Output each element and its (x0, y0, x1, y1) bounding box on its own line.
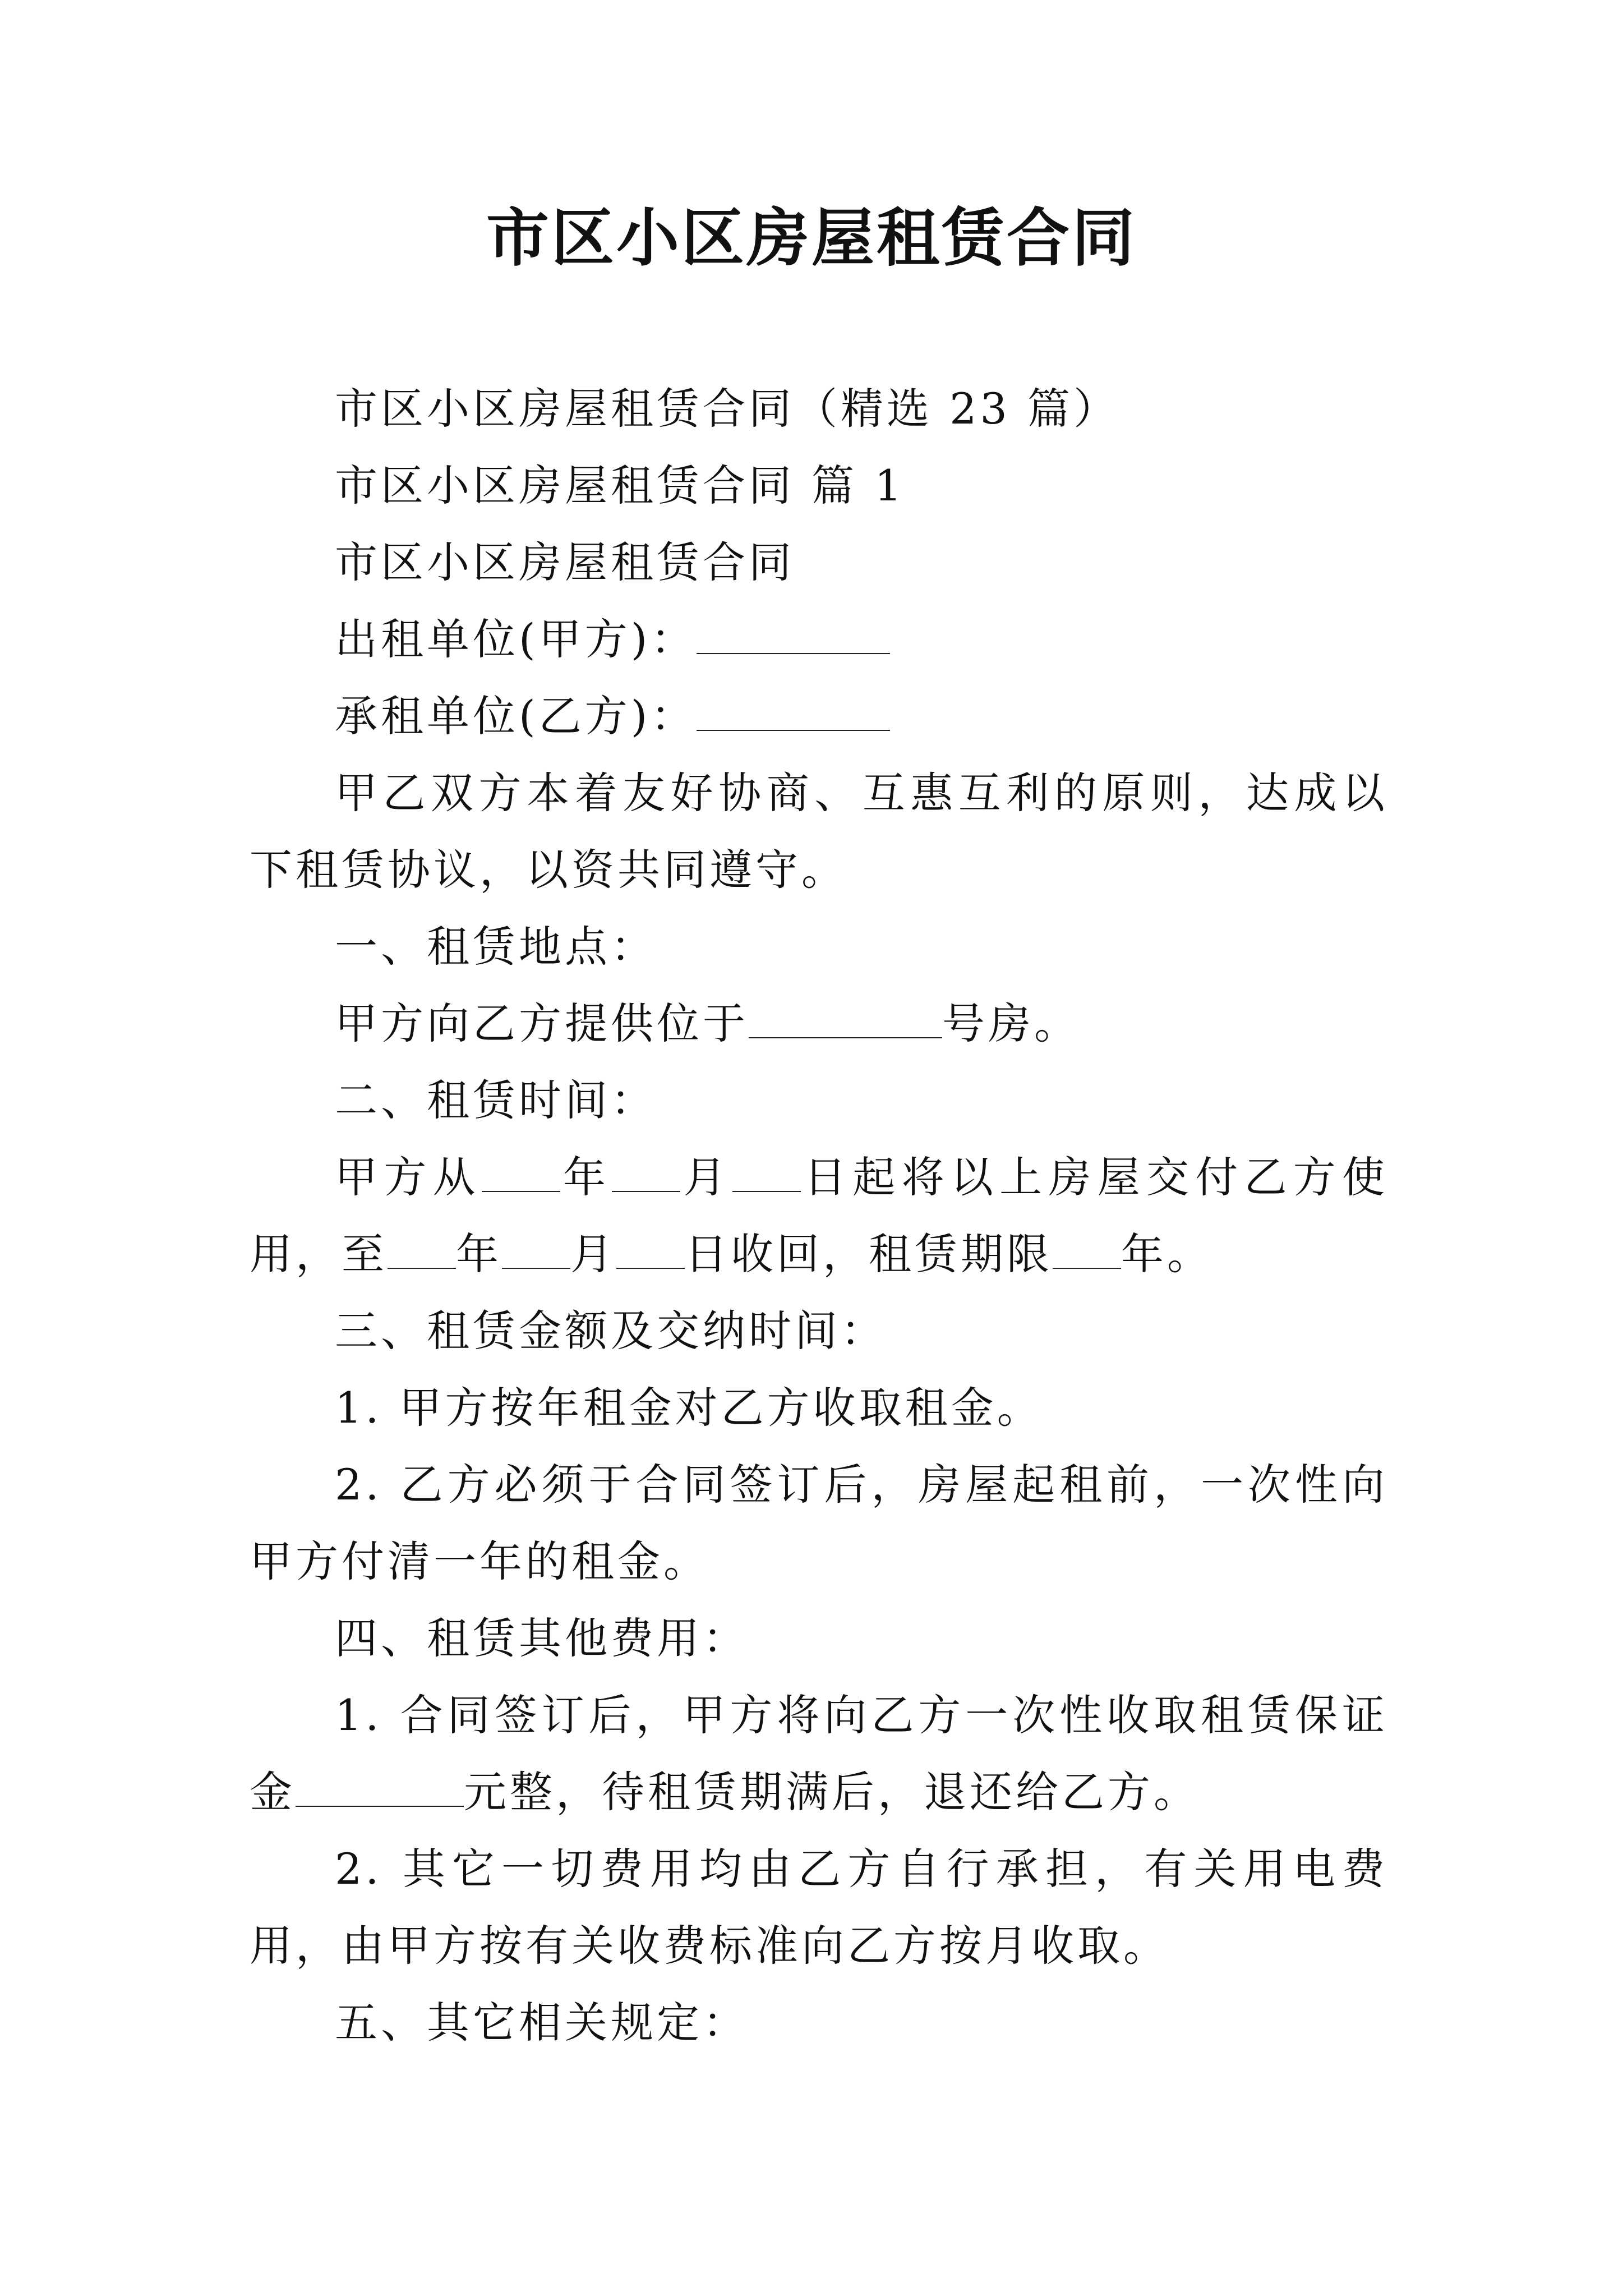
section-heading-other: 五、其它相关规定： (335, 1998, 749, 2047)
time-text-month: 月 (680, 1152, 732, 1202)
section-heading-location: 一、租赁地点： (335, 922, 657, 972)
time-text-end-year: 年 (456, 1229, 502, 1279)
lessor-blank (697, 615, 890, 654)
paragraph-part-heading: 市区小区房屋租赁合同 篇 1 (335, 461, 905, 510)
time-text-end-month: 月 (570, 1229, 616, 1279)
time-text-year: 年 (560, 1152, 612, 1202)
paragraph-lessor (250, 601, 1388, 678)
start-month-blank (612, 1153, 680, 1192)
paragraph-rent-1: 1. 甲方按年租金对乙方收取租金。 (335, 1383, 1043, 1433)
paragraph-time (250, 1139, 1388, 1292)
location-text-b: 号房。 (942, 999, 1080, 1048)
term-years-blank (1053, 1230, 1121, 1269)
time-text-from: 甲方从 (335, 1152, 482, 1202)
section-heading-rent: 三、租赁金额及交纳时间： (335, 1306, 887, 1356)
paragraph-fees-1 (250, 1677, 1388, 1830)
lessee-label: 承租单位(乙方)： (335, 691, 697, 741)
deposit-text-b: 元整，待租赁期满后，退还给乙方。 (464, 1767, 1200, 1817)
paragraph-rent-2: 2. 乙方必须于合同签订后，房屋起租前，一次性向甲方付清一年的租金。 (250, 1460, 1388, 1586)
time-text-deliver: 日起将以上房屋交付乙方使用，至 (250, 1152, 1389, 1279)
time-text-term: 日收回，租赁期限 (685, 1229, 1053, 1279)
time-text-term-end: 年。 (1121, 1229, 1213, 1279)
end-year-blank (388, 1230, 456, 1269)
paragraph-contract-name: 市区小区房屋租赁合同 (335, 537, 795, 587)
start-year-blank (482, 1153, 560, 1192)
deposit-blank (296, 1768, 464, 1807)
paragraph-lessee (250, 678, 1388, 754)
paragraph-fees-2: 2. 其它一切费用均由乙方自行承担，有关用电费用，由甲方按有关收费标准向乙方按月收取。 (250, 1844, 1388, 1971)
location-text-a: 甲方向乙方提供位于 (335, 999, 749, 1048)
section-heading-fees: 四、租赁其他费用： (335, 1613, 749, 1663)
location-blank (749, 999, 942, 1038)
document-body (250, 370, 1388, 2061)
lessor-label: 出租单位(甲方)： (335, 614, 697, 664)
deposit-text-a: 1. 合同签订后，甲方将向乙方一次性收取租赁保证金 (250, 1690, 1388, 1817)
end-day-blank (616, 1230, 685, 1269)
paragraph-preamble: 甲乙双方本着友好协商、互惠互利的原则，达成以下租赁协议，以资共同遵守。 (250, 768, 1388, 895)
paragraph-subtitle: 市区小区房屋租赁合同（精选 23 篇） (335, 384, 1120, 434)
section-heading-time: 二、租赁时间： (335, 1075, 657, 1125)
document-title: 市区小区房屋租赁合同 (486, 201, 1137, 275)
start-day-blank (732, 1153, 801, 1192)
paragraph-location (250, 985, 1388, 1062)
lessee-blank (697, 692, 890, 731)
end-month-blank (502, 1230, 570, 1269)
